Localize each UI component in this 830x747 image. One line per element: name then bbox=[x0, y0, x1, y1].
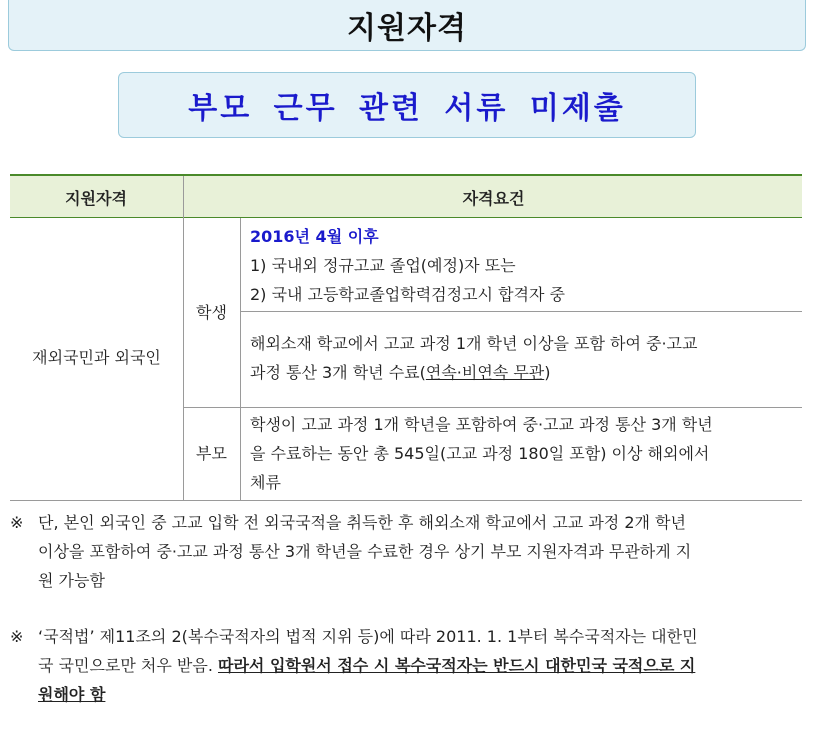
subtitle: 부모 근무 관련 서류 미제출 bbox=[188, 91, 626, 126]
criteria-line-1: 1) 국내외 정규고교 졸업(예정)자 또는 bbox=[250, 256, 516, 275]
overseas-line-1: 해외소재 학교에서 고교 과정 1개 학년 이상을 포함 하여 중·고교 bbox=[250, 334, 698, 353]
overseas-criteria bbox=[250, 329, 800, 387]
note-mark: ※ bbox=[10, 513, 24, 532]
criteria-line-2: 2) 국내 고등학교졸업학력검정고시 합격자 중 bbox=[250, 285, 565, 304]
note-2-line-2-plain: 국 국민으로만 처우 받음. bbox=[38, 656, 218, 675]
note-2-body bbox=[38, 622, 808, 709]
table-bottom-border bbox=[10, 500, 802, 501]
note-1-line-2: 이상을 포함하여 중·고교 과정 통산 3개 학년을 수료한 경우 상기 부모 지원자격과 무관하게 지 bbox=[38, 542, 692, 561]
parent-line-2: 을 수료하는 동안 총 545일(고교 과정 180일 포함) 이상 해외에서 bbox=[250, 444, 710, 463]
header-eligibility: 지원자격 bbox=[65, 188, 127, 208]
note-mark: ※ bbox=[10, 627, 24, 646]
overseas-line-2-underlined: 연속·비연속 무관 bbox=[425, 363, 545, 382]
row-label: 재외국민과 외국인 bbox=[32, 348, 161, 367]
note-1-body bbox=[38, 508, 808, 595]
note-2-line-3: 원해야 함 bbox=[38, 685, 106, 704]
date-highlight: 2016년 4월 이후 bbox=[250, 227, 379, 246]
note-2-line-2 bbox=[38, 651, 808, 680]
student-criteria bbox=[250, 222, 800, 309]
overseas-line-2 bbox=[250, 358, 800, 387]
table-header bbox=[10, 174, 802, 218]
overseas-line-2-prefix: 과정 통산 3개 학년 수료( bbox=[250, 363, 426, 382]
header-requirements: 자격요건 bbox=[183, 176, 803, 218]
divider bbox=[240, 311, 802, 312]
page-title-box bbox=[8, 0, 806, 51]
note-2 bbox=[10, 622, 810, 712]
note-1-line-1: 단, 본인 외국인 중 고교 입학 전 외국국적을 취득한 후 해외소재 학교에서 고교 과정 2개 학년 bbox=[38, 513, 686, 532]
divider bbox=[240, 218, 241, 500]
student-label: 학생 bbox=[196, 303, 227, 322]
note-1-line-3: 원 가능함 bbox=[38, 571, 105, 590]
overseas-line-2-suffix: ) bbox=[544, 363, 551, 382]
note-1 bbox=[10, 508, 810, 598]
subtitle-box bbox=[118, 72, 696, 138]
parent-label: 부모 bbox=[196, 444, 227, 463]
parent-line-3: 체류 bbox=[250, 473, 281, 492]
divider bbox=[183, 407, 802, 408]
note-2-line-1: ‘국적법’ 제11조의 2(복수국적자의 법적 지위 등)에 따라 2011. 1. 1부터 복수국적자는 대한민 bbox=[38, 627, 698, 646]
note-2-line-2-strong: 따라서 입학원서 접수 시 복수국적자는 반드시 대한민국 국적으로 지 bbox=[218, 656, 696, 675]
parent-line-1: 학생이 고교 과정 1개 학년을 포함하여 중·고교 과정 통산 3개 학년 bbox=[250, 415, 713, 434]
page-title: 지원자격 bbox=[347, 11, 467, 46]
parent-criteria bbox=[250, 410, 800, 497]
